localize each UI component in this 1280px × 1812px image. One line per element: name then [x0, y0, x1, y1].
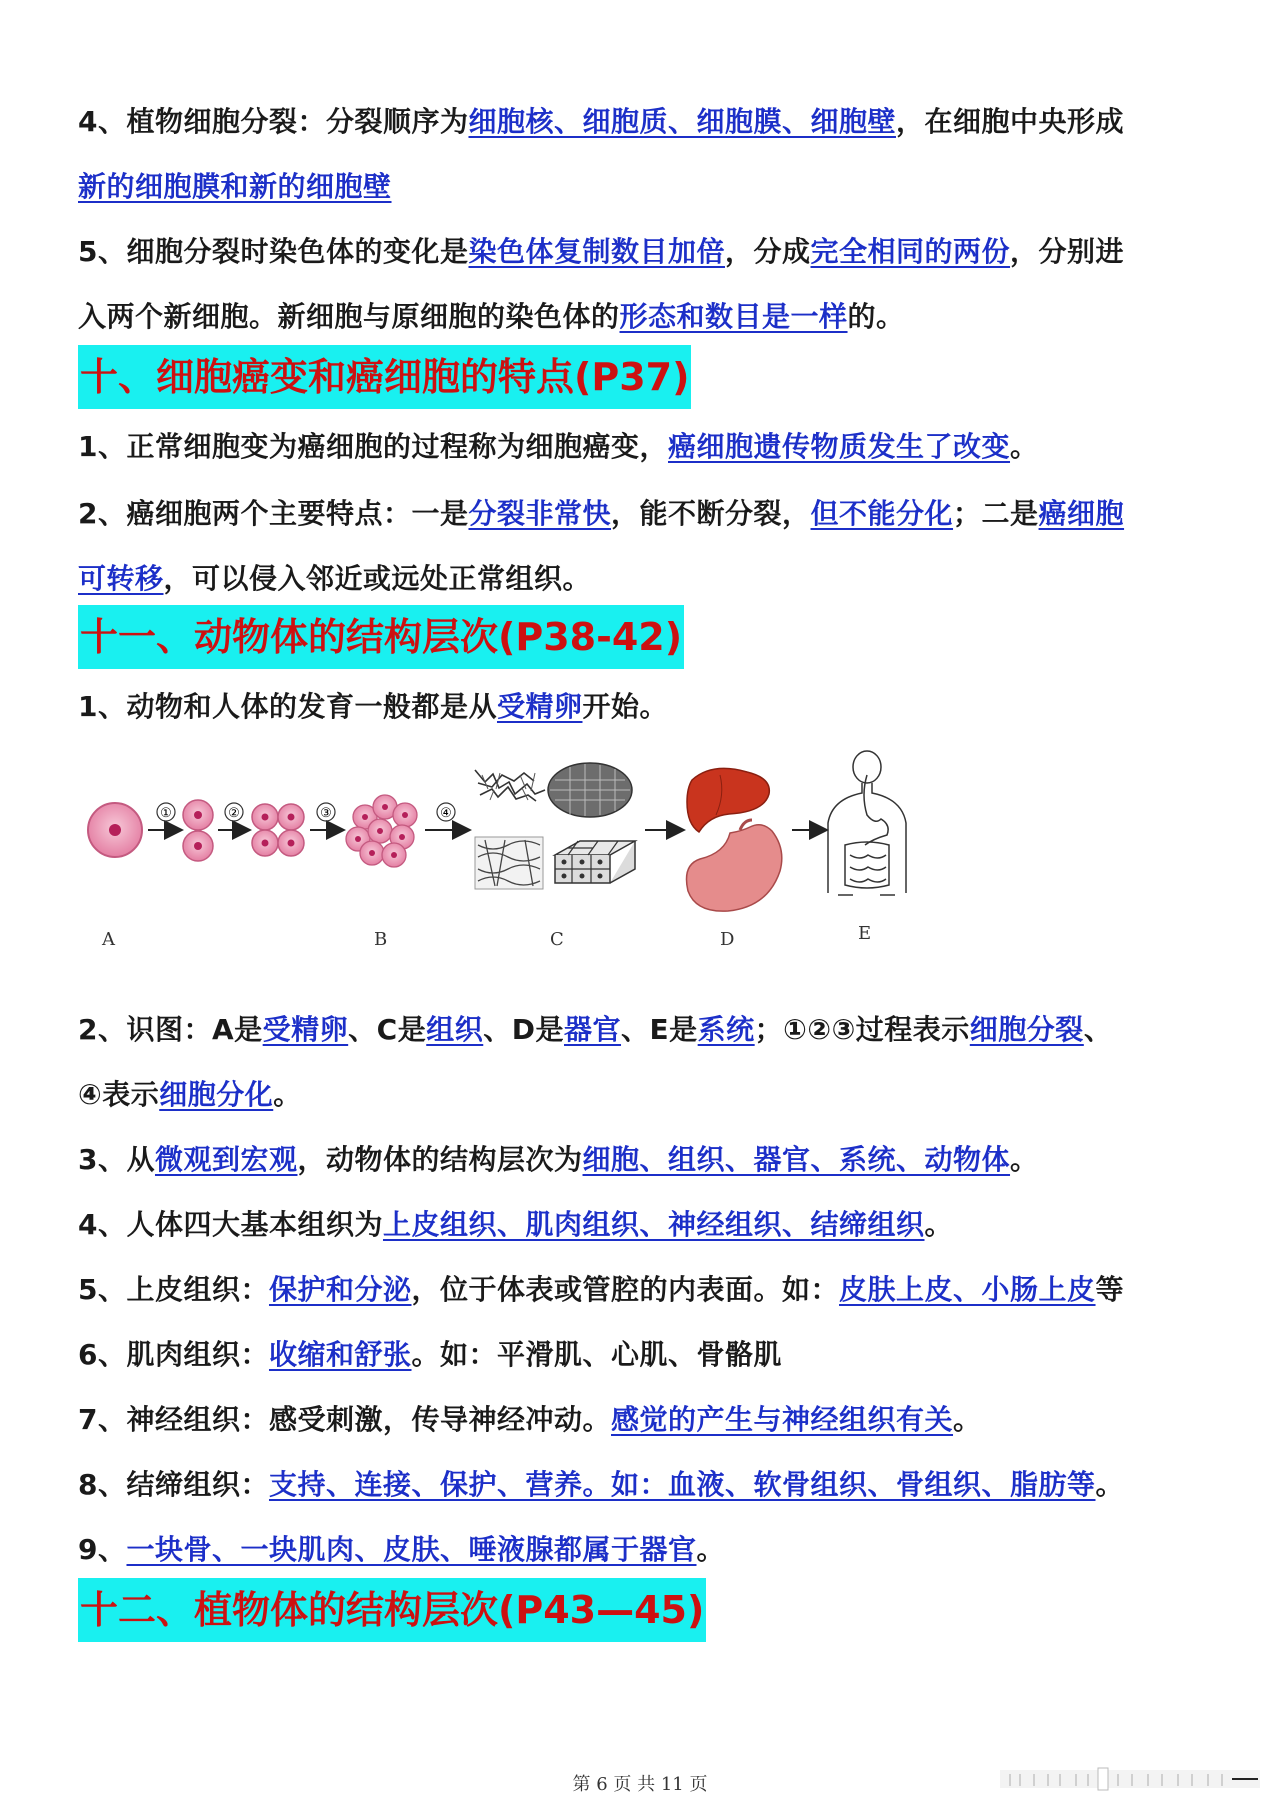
step-3-label: ③ — [320, 806, 332, 821]
zygote-cell — [88, 803, 142, 857]
item-animal-3: 3、从微观到宏观，动物体的结构层次为细胞、组织、器官、系统、动物体。 — [78, 1143, 1039, 1176]
tissue-nerve — [475, 770, 545, 801]
label-c: C — [550, 929, 564, 950]
section-heading-12: 十二、植物体的结构层次(P43—45) — [78, 1578, 706, 1642]
page-footer: 第 6 页 共 11 页 — [572, 1774, 708, 1795]
digestive-system — [828, 751, 906, 895]
organ-stomach — [687, 820, 782, 911]
two-cell-stage — [183, 800, 213, 861]
item-plant-cell-division: 4、植物细胞分裂：分裂顺序为细胞核、细胞质、细胞膜、细胞壁，在细胞中央形成 — [78, 105, 1125, 138]
item-animal-5: 5、上皮组织：保护和分泌，位于体表或管腔的内表面。如：皮肤上皮、小肠上皮等 — [78, 1273, 1125, 1306]
label-e: E — [858, 923, 872, 944]
item-plant-cell-division-cont: 新的细胞膜和新的细胞壁 — [78, 170, 392, 203]
item-animal-2: 2、识图：A是受精卵、C是组织、D是器官、E是系统；①②③过程表示细胞分裂、 — [78, 1013, 1113, 1046]
tissue-epithelial — [555, 841, 635, 883]
item-cancer-2: 2、癌细胞两个主要特点：一是分裂非常快，能不断分裂，但不能分化；二是癌细胞 — [78, 497, 1125, 530]
section-heading-11: 十一、动物体的结构层次(P38-42) — [78, 605, 684, 669]
step-2-label: ② — [228, 806, 240, 821]
tissue-connective — [475, 837, 543, 889]
page-strip-decoration — [1000, 1766, 1260, 1792]
item-chromosome-change-cont: 入两个新细胞。新细胞与原细胞的染色体的形态和数目是一样的。 — [78, 300, 905, 333]
item-animal-7: 7、神经组织：感受刺激，传导神经冲动。感觉的产生与神经组织有关。 — [78, 1403, 982, 1436]
item-animal-2-cont: ④表示细胞分化。 — [78, 1078, 302, 1111]
item-animal-4: 4、人体四大基本组织为上皮组织、肌肉组织、神经组织、结缔组织。 — [78, 1208, 954, 1241]
label-d: D — [720, 929, 735, 950]
item-animal-1: 1、动物和人体的发育一般都是从受精卵开始。 — [78, 690, 669, 723]
step-4-label: ④ — [440, 806, 452, 821]
label-a: A — [102, 929, 115, 950]
cell-cluster — [346, 795, 417, 867]
item-cancer-1: 1、正常细胞变为癌细胞的过程称为细胞癌变，癌细胞遗传物质发生了改变。 — [78, 430, 1039, 463]
development-figure — [80, 745, 920, 960]
four-cell-stage — [252, 804, 304, 856]
section-heading-10: 十、细胞癌变和癌细胞的特点(P37) — [78, 345, 691, 409]
item-animal-8: 8、结缔组织：支持、连接、保护、营养。如：血液、软骨组织、骨组织、脂肪等。 — [78, 1468, 1125, 1501]
organ-liver — [687, 768, 769, 832]
label-b: B — [374, 929, 388, 950]
item-animal-6: 6、肌肉组织：收缩和舒张。如：平滑肌、心肌、骨骼肌 — [78, 1338, 783, 1371]
step-1-label: ① — [160, 806, 172, 821]
item-chromosome-change: 5、细胞分裂时染色体的变化是染色体复制数目加倍，分成完全相同的两份，分别进 — [78, 235, 1125, 268]
item-cancer-2-cont: 可转移，可以侵入邻近或远处正常组织。 — [78, 562, 592, 595]
tissue-muscle-cardiac — [548, 763, 632, 817]
item-animal-9: 9、一块骨、一块肌肉、皮肤、唾液腺都属于器官。 — [78, 1533, 726, 1566]
